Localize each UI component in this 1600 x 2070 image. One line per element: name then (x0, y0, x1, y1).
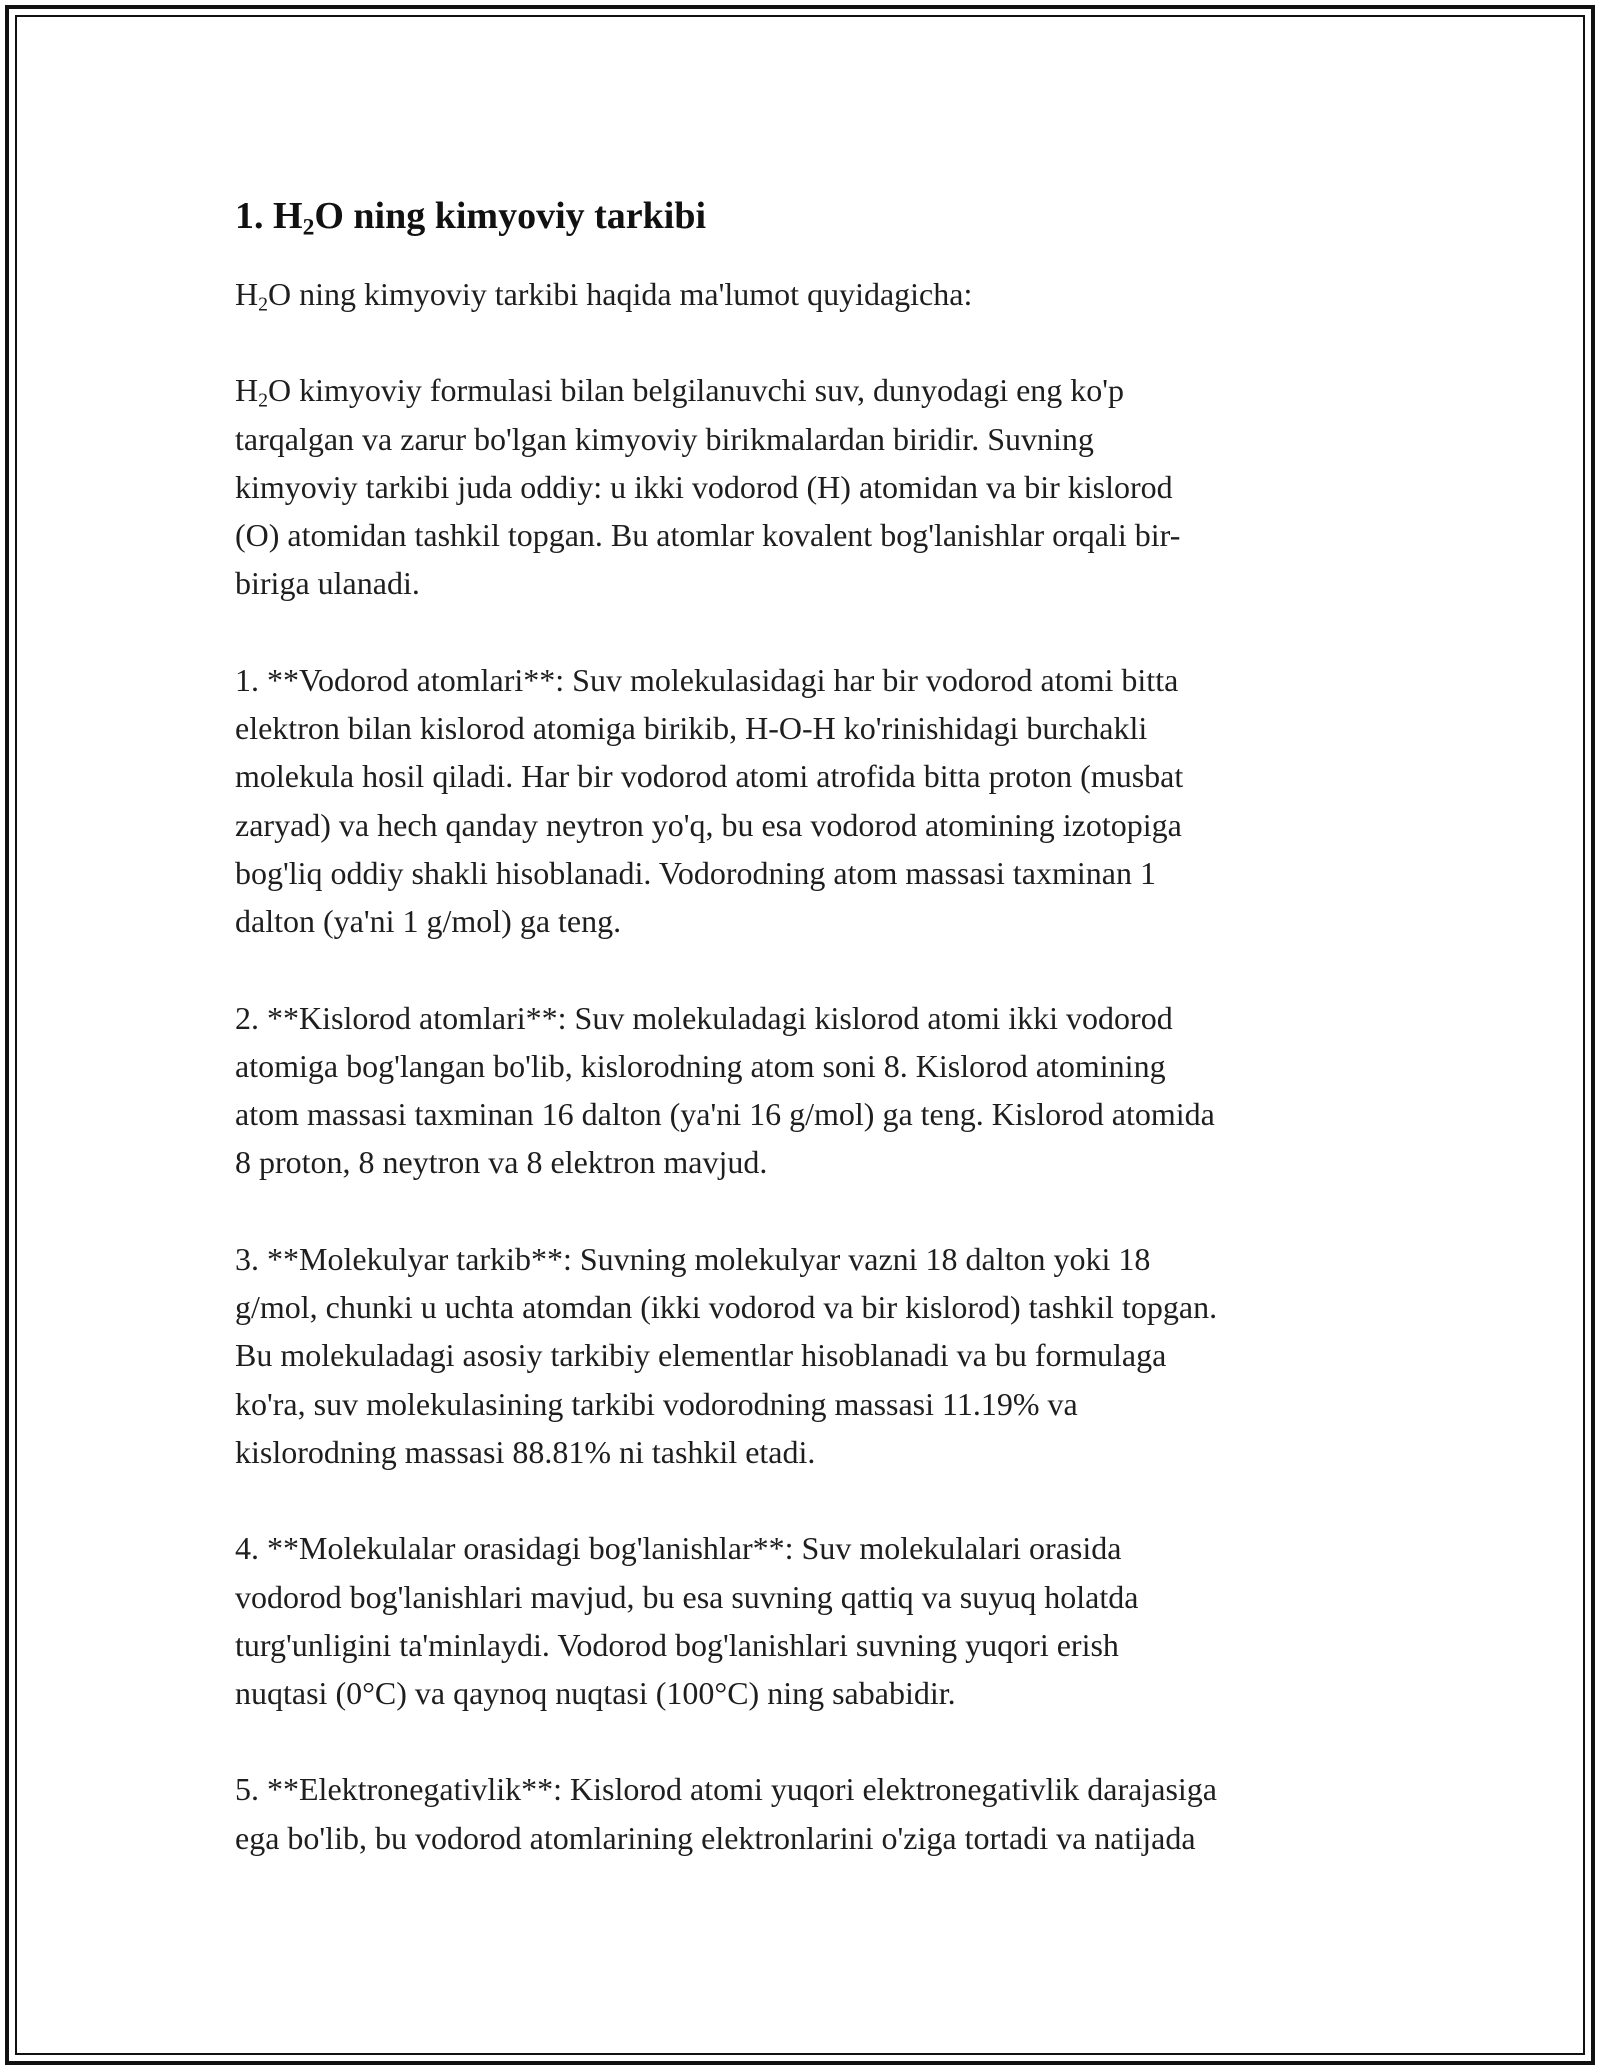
paragraph-gap (235, 946, 1365, 994)
paragraph-gap (235, 1717, 1365, 1765)
overview-paragraph (235, 366, 1365, 607)
list-item-line: 2. **Kislorod atomlari**: Suv molekuladagi kislorod atomi ikki vodorod (235, 999, 1173, 1036)
list-item-line: molekula hosil qiladi. Har bir vodorod atomi atrofida bitta proton (musbat (235, 758, 1184, 795)
list-item-line: atomiga bog'langan bo'lib, kislorodning atom soni 8. Kislorod atomining (235, 1047, 1166, 1084)
list-item-line: ega bo'lib, bu vodorod atomlarining elektronlarini o'ziga tortadi va natijada (235, 1819, 1196, 1856)
list-item-bonds (235, 1524, 1365, 1717)
heading-text: O ning kimyoviy tarkibi (314, 195, 707, 237)
document-page (235, 188, 1365, 1862)
list-item-line: atom massasi taxminan 16 dalton (ya'ni 16 g/mol) ga teng. Kislorod atomida (235, 1096, 1215, 1133)
overview-line: kimyoviy tarkibi juda oddiy: u ikki vodorod (H) atomidan va bir kislorod (235, 468, 1173, 505)
list-item-line: vodorod bog'lanishlari mavjud, bu esa suvning qattiq va suyuq holatda (235, 1578, 1139, 1615)
overview-line: tarqalgan va zarur bo'lgan kimyoviy birikmalardan biridir. Suvning (235, 420, 1094, 457)
list-item-line: 5. **Elektronegativlik**: Kislorod atomi yuqori elektronegativlik darajasiga (235, 1771, 1217, 1808)
intro-formula-h: H (235, 276, 259, 312)
list-item-hydrogen (235, 656, 1365, 946)
list-item-line: turg'unligini ta'minlaydi. Vodorod bog'lanishlari suvning yuqori erish (235, 1626, 1119, 1663)
list-item-line: kislorodning massasi 88.81% ni tashkil etadi. (235, 1433, 816, 1470)
intro-paragraph (235, 270, 1365, 318)
list-item-line: elektron bilan kislorod atomiga birikib, H-O-H ko'rinishidagi burchakli (235, 710, 1148, 747)
list-item-line: dalton (ya'ni 1 g/mol) ga teng. (235, 903, 622, 940)
overview-line: (O) atomidan tashkil topgan. Bu atomlar kovalent bog'lanishlar orqali bir- (235, 517, 1181, 554)
list-item-line: 1. **Vodorod atomlari**: Suv molekulasidagi har bir vodorod atomi bitta (235, 661, 1179, 698)
paragraph-gap (235, 1476, 1365, 1524)
list-item-line: 3. **Molekulyar tarkib**: Suvning molekulyar vazni 18 dalton yoki 18 (235, 1240, 1151, 1277)
heading-formula-subscript: 2 (302, 214, 315, 241)
overview-line: O kimyoviy formulasi bilan belgilanuvchi suv, dunyodagi eng ko'p (268, 372, 1125, 409)
paragraph-gap (235, 1187, 1365, 1235)
list-item-line: nuqtasi (0°C) va qaynoq nuqtasi (100°C) ning sababidir. (235, 1675, 956, 1712)
list-item-line: g/mol, chunki u uchta atomdan (ikki vodorod va bir kislorod) tashkil topgan. (235, 1289, 1218, 1326)
list-item-line: ko'ra, suv molekulasining tarkibi vodorodning massasi 11.19% va (235, 1385, 1078, 1422)
list-item-line: 4. **Molekulalar orasidagi bog'lanishlar**: Suv molekulalari orasida (235, 1530, 1122, 1567)
section-heading (235, 188, 1365, 244)
paragraph-gap (235, 318, 1365, 366)
list-item-line: zaryad) va hech qanday neytron yo'q, bu esa vodorod atomining izotopiga (235, 806, 1182, 843)
overview-formula-subscript: 2 (258, 389, 269, 412)
list-item-electronegativity (235, 1765, 1365, 1862)
heading-formula-h: H (273, 195, 303, 237)
overview-line: biriga ulanadi. (235, 565, 420, 602)
intro-formula-subscript: 2 (258, 293, 269, 316)
overview-formula-h: H (235, 372, 259, 409)
paragraph-gap (235, 608, 1365, 656)
list-item-line: bog'liq oddiy shakli hisoblanadi. Vodorodning atom massasi taxminan 1 (235, 854, 1156, 891)
list-item-molecular (235, 1235, 1365, 1476)
list-item-line: 8 proton, 8 neytron va 8 elektron mavjud. (235, 1144, 768, 1181)
intro-text: O ning kimyoviy tarkibi haqida ma'lumot quyidagicha: (268, 276, 973, 312)
heading-number: 1. (235, 195, 264, 237)
list-item-oxygen (235, 994, 1365, 1187)
list-item-line: Bu molekuladagi asosiy tarkibiy elementlar hisoblanadi va bu formulaga (235, 1337, 1167, 1374)
